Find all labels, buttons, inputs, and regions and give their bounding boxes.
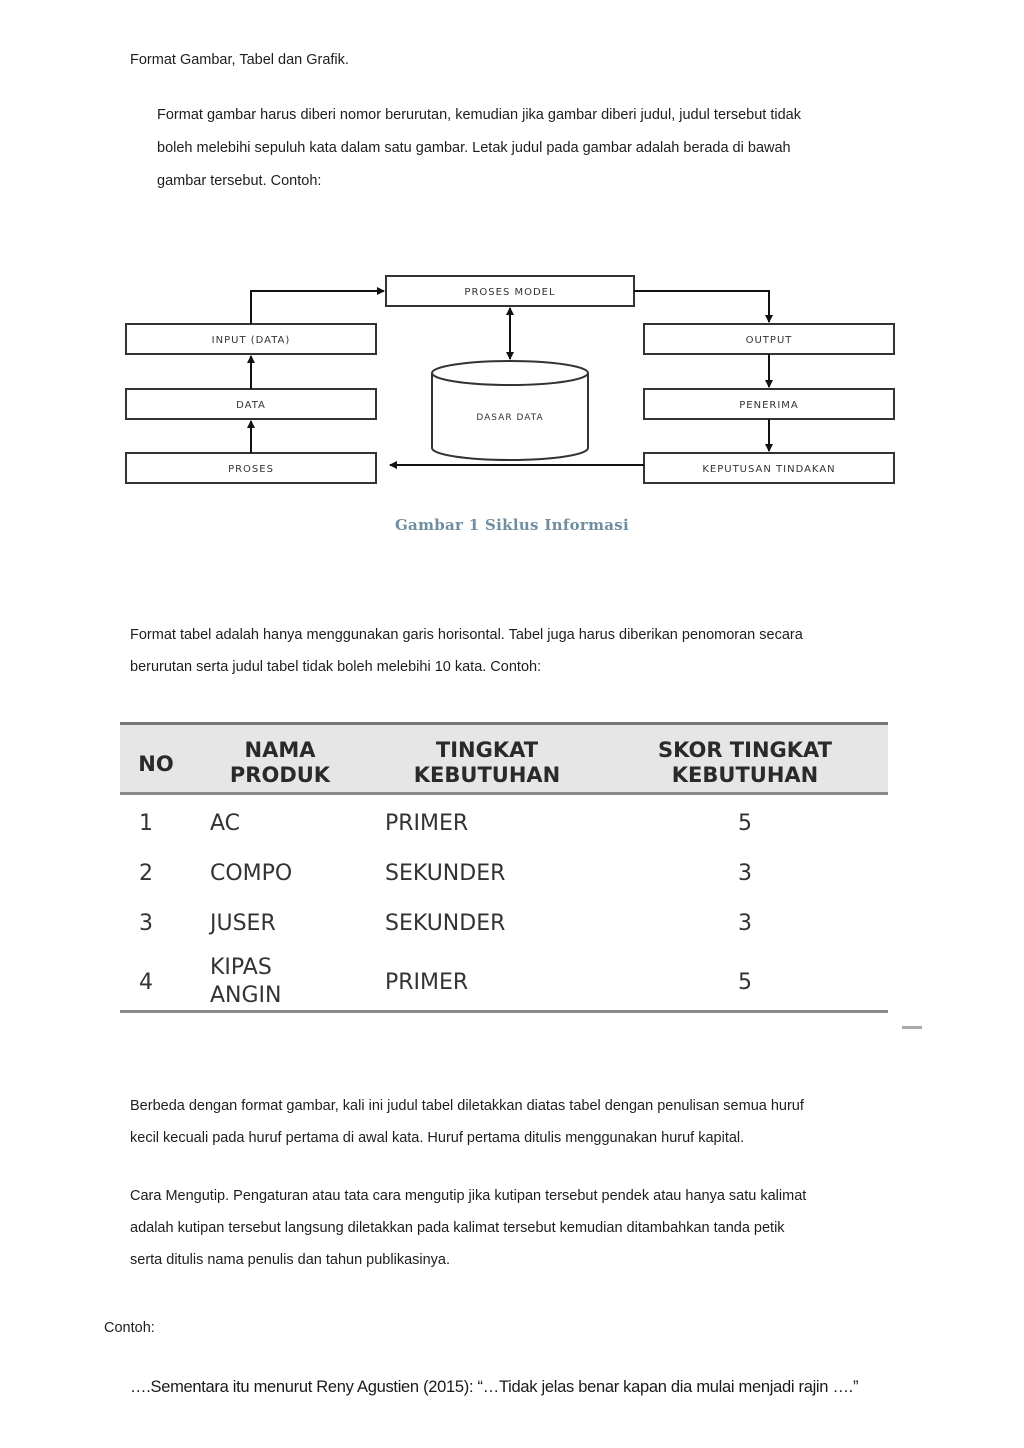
paragraph-quoting-line-3: serta ditulis nama penulis dan tahun publikasinya. (130, 1252, 451, 1268)
label-penerima: PENERIMA (739, 400, 799, 411)
row-2-nama: COMPO (210, 861, 293, 886)
header-skor-1: SKOR TINGKAT (658, 738, 832, 762)
label-output: OUTPUT (745, 335, 793, 346)
label-data: DATA (236, 400, 266, 411)
header-no: NO (138, 752, 174, 776)
label-input: INPUT (DATA) (211, 335, 291, 346)
example-table (120, 722, 888, 1016)
row-1-skor: 5 (738, 811, 752, 836)
row-2-tingkat: SEKUNDER (385, 861, 506, 886)
row-4-nama-2: ANGIN (210, 983, 282, 1008)
header-tingkat-1: TINGKAT (435, 738, 539, 762)
information-cycle-diagram (118, 268, 908, 500)
header-nama-1: NAMA (244, 738, 316, 762)
label-dasar-data: DASAR DATA (476, 413, 544, 423)
label-proses-model: PROSES MODEL (464, 287, 556, 298)
row-2-no: 2 (139, 861, 153, 886)
paragraph-figure-line-2: boleh melebihi sepuluh kata dalam satu gambar. Letak judul pada gambar adalah berada di bawah (157, 140, 791, 156)
label-proses: PROSES (228, 464, 274, 475)
figure-caption: Gambar 1 Siklus Informasi (394, 516, 630, 534)
row-4-skor: 5 (738, 970, 752, 995)
paragraph-difference-line-2: kecil kecuali pada huruf pertama di awal kata. Huruf pertama ditulis menggunakan huruf kapital. (130, 1130, 745, 1146)
row-1-no: 1 (139, 811, 153, 836)
table-header-rule (120, 792, 888, 795)
row-3-skor: 3 (738, 911, 752, 936)
paragraph-figure-line-1: Format gambar harus diberi nomor berurutan, kemudian jika gambar diberi judul, judul tersebut tidak (157, 107, 801, 123)
stray-mark (902, 1026, 922, 1029)
paragraph-table-line-1: Format tabel adalah hanya menggunakan garis horisontal. Tabel juga harus diberikan penomoran secara (130, 627, 803, 643)
header-skor-2: KEBUTUHAN (671, 763, 819, 787)
table-bottom-rule (120, 1010, 888, 1013)
database-cylinder (432, 361, 588, 460)
row-3-nama: JUSER (210, 911, 276, 936)
paragraph-quoting-line-2: adalah kutipan tersebut langsung diletakkan pada kalimat tersebut kemudian ditambahkan tanda petik (130, 1220, 785, 1236)
paragraph-difference-line-1: Berbeda dengan format gambar, kali ini judul tabel diletakkan diatas tabel dengan penulisan semua huruf (130, 1098, 804, 1114)
row-3-no: 3 (139, 911, 153, 936)
row-3-tingkat: SEKUNDER (385, 911, 506, 936)
row-2-skor: 3 (738, 861, 752, 886)
row-1-tingkat: PRIMER (385, 811, 469, 836)
table-top-rule (120, 722, 888, 725)
example-label: Contoh: (104, 1320, 155, 1336)
label-keputusan: KEPUTUSAN TINDAKAN (702, 464, 836, 475)
header-nama-2: PRODUK (229, 763, 331, 787)
row-4-tingkat: PRIMER (385, 970, 469, 995)
row-1-nama: AC (210, 811, 241, 836)
row-4-no: 4 (139, 970, 153, 995)
row-4-nama: KIPAS (210, 955, 272, 980)
paragraph-figure-line-3: gambar tersebut. Contoh: (157, 173, 322, 189)
page-heading: Format Gambar, Tabel dan Grafik. (130, 52, 349, 68)
paragraph-quoting-line-1: Cara Mengutip. Pengaturan atau tata cara mengutip jika kutipan tersebut pendek atau hanya satu kalimat (130, 1188, 807, 1204)
header-tingkat-2: KEBUTUHAN (413, 763, 561, 787)
example-quote: ….Sementara itu menurut Reny Agustien (2015): “…Tidak jelas benar kapan dia mulai menjadi rajin ….” (130, 1378, 859, 1396)
paragraph-table-line-2: berurutan serta judul tabel tidak boleh melebihi 10 kata. Contoh: (130, 659, 542, 675)
